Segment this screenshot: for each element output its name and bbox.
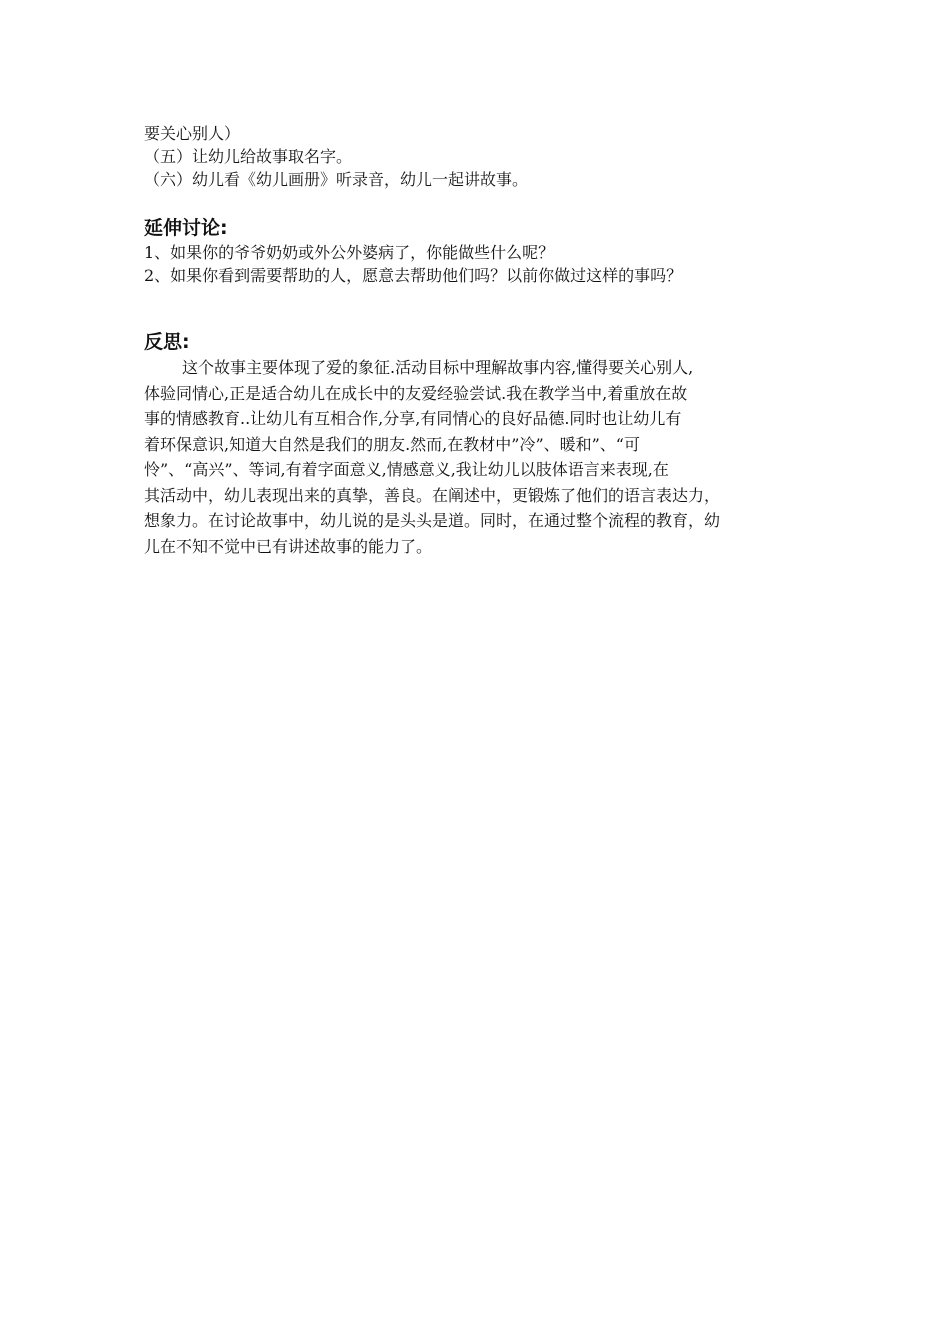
reflection-line: 这个故事主要体现了爱的象征.活动目标中理解故事内容,懂得要关心别人, bbox=[182, 358, 694, 377]
reflection-line: 着环保意识,知道大自然是我们的朋友.然而,在教材中”冷”、暖和”、“可 bbox=[144, 434, 640, 454]
intro-line: （五）让幼儿给故事取名字。 bbox=[144, 147, 353, 166]
reflection-line: 其活动中，幼儿表现出来的真挚，善良。在阐述中，更锻炼了他们的语言表达力， bbox=[144, 485, 721, 505]
reflection-line: 怜”、“高兴”、等词,有着字面意义,情感意义,我让幼儿以肢体语言来表现,在 bbox=[144, 460, 669, 479]
extension-item: 1、如果你的爷爷奶奶或外公外婆病了，你能做些什么呢？ bbox=[144, 243, 555, 262]
reflection-line: 事的情感教育..让幼儿有互相合作,分享,有同情心的良好品德.同时也让幼儿有 bbox=[144, 409, 682, 428]
intro-line: （六）幼儿看《幼儿画册》听录音，幼儿一起讲故事。 bbox=[144, 170, 529, 189]
reflection-line: 儿在不知不觉中已有讲述故事的能力了。 bbox=[144, 536, 433, 556]
extension-heading: 延伸讨论: bbox=[144, 217, 228, 239]
reflection-line: 体验同情心,正是适合幼儿在成长中的友爱经验尝试.我在教学当中,着重放在故 bbox=[144, 383, 688, 403]
reflection-paragraph bbox=[144, 355, 810, 559]
intro-line: 要关心别人） bbox=[144, 124, 241, 143]
reflection-heading: 反思: bbox=[144, 331, 190, 353]
reflection-line: 想象力。在讨论故事中，幼儿说的是头头是道。同时，在通过整个流程的教育，幼 bbox=[144, 511, 721, 530]
document-page bbox=[144, 122, 810, 559]
extension-item: 2、如果你看到需要帮助的人，愿意去帮助他们吗？以前你做过这样的事吗？ bbox=[144, 266, 683, 285]
